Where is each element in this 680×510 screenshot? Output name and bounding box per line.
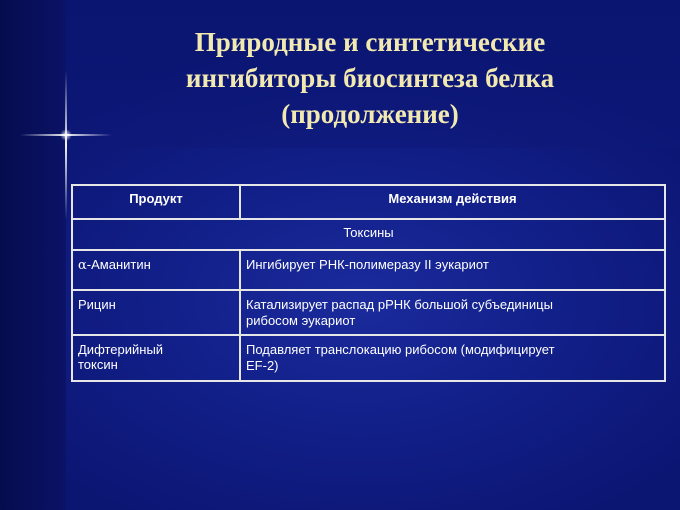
product-name: Рицин [78, 297, 116, 312]
inhibitors-table [71, 184, 666, 382]
section-toxins: Токсины [72, 219, 665, 250]
mechanism-cell [240, 250, 665, 290]
mechanism-line: EF-2) [246, 358, 279, 373]
mechanism-line: Катализирует распад рРНК большой субъединицы [246, 297, 553, 312]
product-cell [72, 290, 240, 335]
header-mechanism: Механизм действия [240, 185, 665, 219]
product-cell [72, 250, 240, 290]
table-section-row [72, 219, 665, 250]
header-product: Продукт [72, 185, 240, 219]
table-row [72, 250, 665, 290]
product-cell [72, 335, 240, 381]
mechanism-line: рибосом эукариот [246, 313, 356, 328]
table-row [72, 290, 665, 335]
title-line-2: ингибиторы биосинтеза белка [185, 63, 555, 93]
mechanism-line: Ингибирует РНК-полимеразу II эукариот [246, 257, 489, 272]
product-name-line: Дифтерийный [78, 342, 164, 357]
mechanism-cell [240, 290, 665, 335]
table-row [72, 335, 665, 381]
title-line-1: Природные и синтетические [194, 27, 546, 57]
alpha-symbol: α [78, 258, 87, 273]
table-header-row [72, 185, 665, 219]
title-line-3: (продолжение) [281, 99, 459, 129]
slide-title [120, 24, 620, 132]
product-name: -Аманитин [86, 257, 151, 272]
mechanism-line: Подавляет транслокацию рибосом (модифицирует [246, 342, 555, 357]
mechanism-cell [240, 335, 665, 381]
product-name-line: токсин [78, 357, 118, 372]
